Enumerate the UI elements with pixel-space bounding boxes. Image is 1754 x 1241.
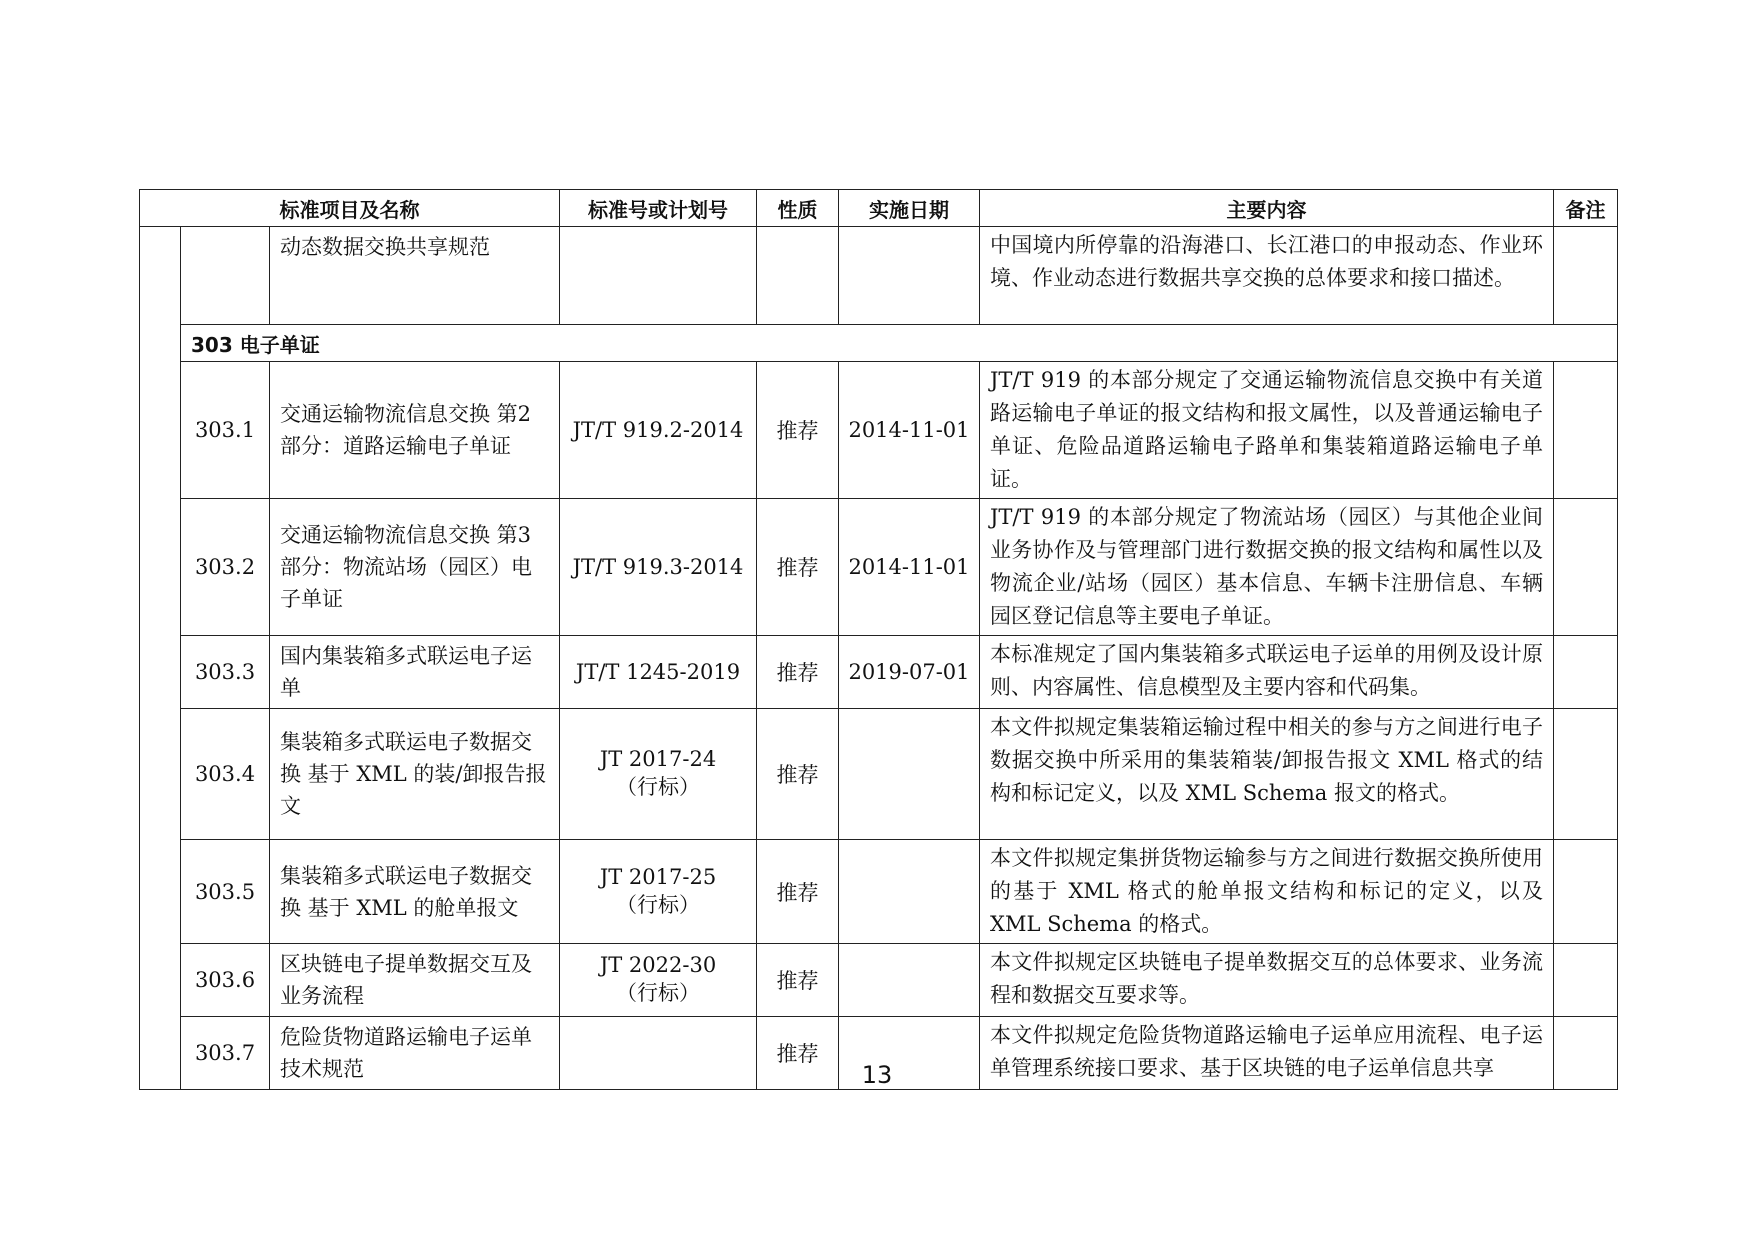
- header-date: 实施日期: [839, 190, 980, 227]
- row-note: [1554, 709, 1618, 840]
- row-id: 303.3: [181, 636, 270, 709]
- row-id: 303.1: [181, 362, 270, 499]
- row-code: JT 2022-30 （行标）: [560, 944, 757, 1017]
- row-note: [1554, 636, 1618, 709]
- continued-id: [181, 227, 270, 325]
- continued-row: [140, 227, 1618, 325]
- row-nature: 推荐: [757, 636, 839, 709]
- header-row: [140, 190, 1618, 227]
- table-row: [140, 499, 1618, 636]
- header-nature: 性质: [757, 190, 839, 227]
- row-content: JT/T 919 的本部分规定了交通运输物流信息交换中有关道路运输电子单证的报文结构和报文属性，以及普通运输电子单证、危险品道路运输电子路单和集装箱道路运输电子单证。: [980, 362, 1554, 499]
- page-number: 13: [861, 1061, 893, 1089]
- row-name: 交通运输物流信息交换 第3部分：物流站场（园区）电子单证: [270, 499, 560, 636]
- continued-name: 动态数据交换共享规范: [270, 227, 560, 325]
- row-note: [1554, 499, 1618, 636]
- row-code: JT/T 919.2-2014: [560, 362, 757, 499]
- row-id: 303.5: [181, 840, 270, 944]
- row-content: 本文件拟规定集拼货物运输参与方之间进行数据交换所使用的基于 XML 格式的舱单报文结构和标记的定义，以及 XML Schema 的格式。: [980, 840, 1554, 944]
- row-name: 危险货物道路运输电子运单技术规范: [270, 1017, 560, 1090]
- header-code: 标准号或计划号: [560, 190, 757, 227]
- row-code: JT 2017-24 （行标）: [560, 709, 757, 840]
- row-note: [1554, 362, 1618, 499]
- row-date: [839, 709, 980, 840]
- section-title: 303 电子单证: [181, 325, 1618, 362]
- row-nature: 推荐: [757, 499, 839, 636]
- row-name: 国内集装箱多式联运电子运单: [270, 636, 560, 709]
- row-nature: 推荐: [757, 709, 839, 840]
- row-name: 区块链电子提单数据交互及业务流程: [270, 944, 560, 1017]
- row-content: 本标准规定了国内集装箱多式联运电子运单的用例及设计原则、内容属性、信息模型及主要内容和代码集。: [980, 636, 1554, 709]
- row-nature: 推荐: [757, 1017, 839, 1090]
- row-date: 2019-07-01: [839, 636, 980, 709]
- row-id: 303.6: [181, 944, 270, 1017]
- row-content: 本文件拟规定危险货物道路运输电子运单应用流程、电子运单管理系统接口要求、基于区块链的电子运单信息共享: [980, 1017, 1554, 1090]
- table-row: [140, 944, 1618, 1017]
- row-id: 303.7: [181, 1017, 270, 1090]
- header-content: 主要内容: [980, 190, 1554, 227]
- row-code: JT/T 1245-2019: [560, 636, 757, 709]
- row-name: 集装箱多式联运电子数据交换 基于 XML 的舱单报文: [270, 840, 560, 944]
- table-row: [140, 636, 1618, 709]
- row-nature: 推荐: [757, 840, 839, 944]
- row-content: JT/T 919 的本部分规定了物流站场（园区）与其他企业间业务协作及与管理部门进行数据交换的报文结构和属性以及物流企业/站场（园区）基本信息、车辆卡注册信息、车辆园区登记信息等主要电子单证。: [980, 499, 1554, 636]
- row-code: JT 2017-25 （行标）: [560, 840, 757, 944]
- row-id: 303.2: [181, 499, 270, 636]
- row-note: [1554, 944, 1618, 1017]
- row-content: 本文件拟规定区块链电子提单数据交互的总体要求、业务流程和数据交互要求等。: [980, 944, 1554, 1017]
- row-note: [1554, 840, 1618, 944]
- row-content: 本文件拟规定集装箱运输过程中相关的参与方之间进行电子数据交换中所采用的集装箱装/卸报告报文 XML 格式的结构和标记定义，以及 XML Schema 报文的格式。: [980, 709, 1554, 840]
- row-name: 交通运输物流信息交换 第2部分：道路运输电子单证: [270, 362, 560, 499]
- standards-table: [139, 189, 1618, 1090]
- row-date: 2014-11-01: [839, 362, 980, 499]
- table-row: [140, 709, 1618, 840]
- row-nature: 推荐: [757, 944, 839, 1017]
- row-date: 2014-11-01: [839, 499, 980, 636]
- row-name: 集装箱多式联运电子数据交换 基于 XML 的装/卸报告报文: [270, 709, 560, 840]
- row-date: [839, 840, 980, 944]
- header-name: 标准项目及名称: [140, 190, 560, 227]
- row-id: 303.4: [181, 709, 270, 840]
- table-row: [140, 840, 1618, 944]
- row-nature: 推荐: [757, 362, 839, 499]
- continued-content: 中国境内所停靠的沿海港口、长江港口的申报动态、作业环境、作业动态进行数据共享交换的总体要求和接口描述。: [980, 227, 1554, 325]
- header-note: 备注: [1554, 190, 1618, 227]
- row-code: JT/T 919.3-2014: [560, 499, 757, 636]
- row-date: [839, 944, 980, 1017]
- section-row: [140, 325, 1618, 362]
- table-row: [140, 362, 1618, 499]
- left-margin-cell: [140, 227, 181, 1090]
